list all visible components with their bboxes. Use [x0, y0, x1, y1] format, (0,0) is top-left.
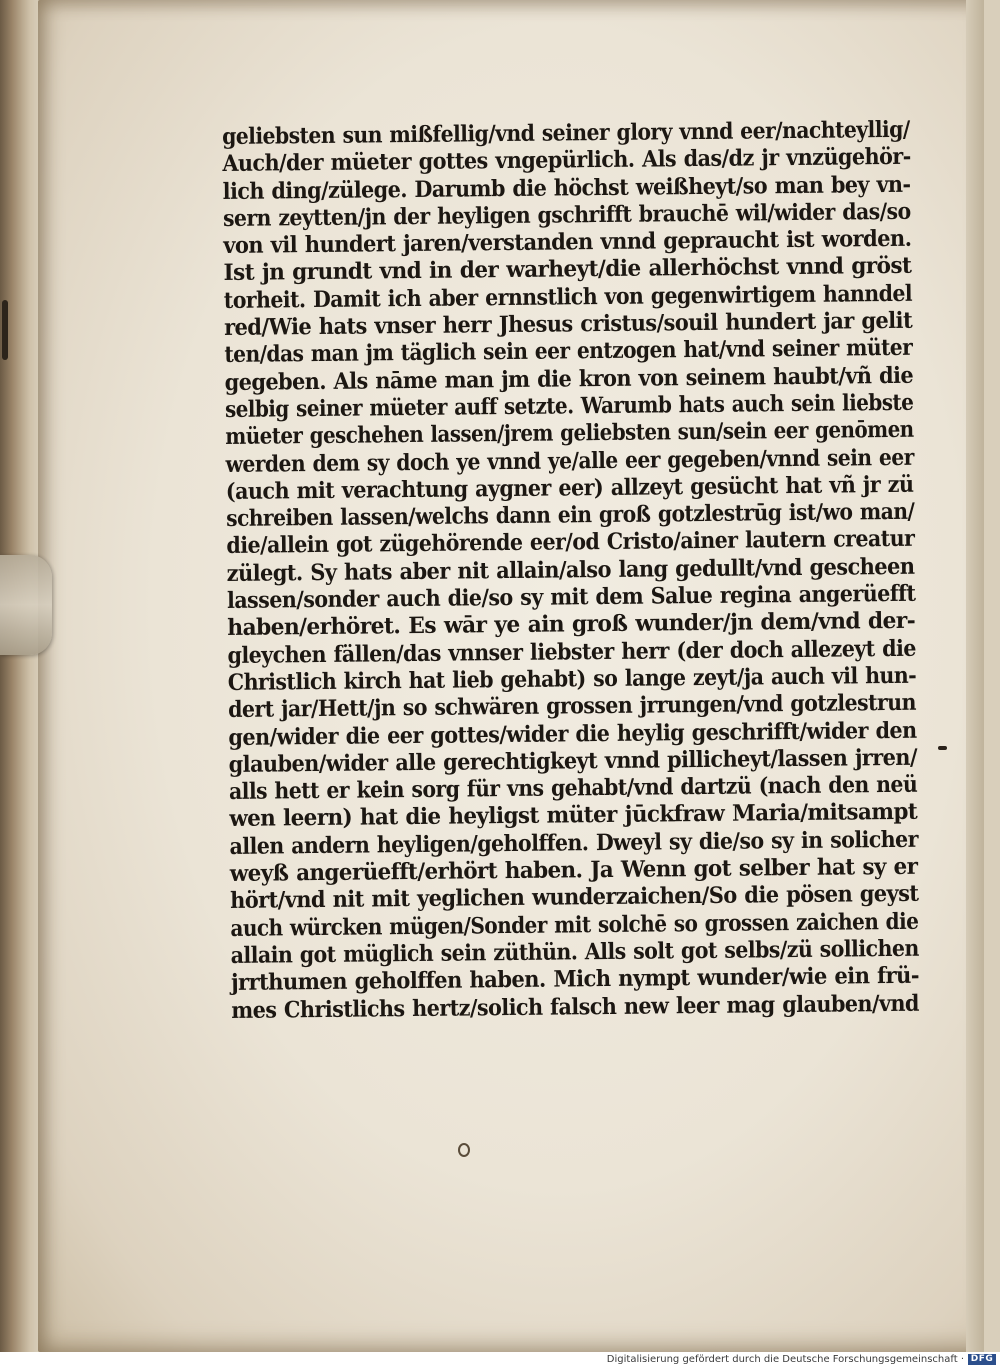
- text-line: Christlich kirch hat lieb gehabt) so lange zeyt/ja auch vil hun-: [227, 662, 917, 696]
- text-line: wen leern) hat die heyligst müter jūckfraw Maria/mitsampt: [229, 799, 918, 833]
- text-line: weyß angerüefft/erhört haben. Ja Wenn got selber hat sy er: [229, 853, 918, 887]
- book-clasp: [0, 555, 52, 655]
- text-line: von vil hundert jaren/verstanden vnnd gepraucht ist worden.: [223, 225, 912, 260]
- funding-credit: Digitalisierung gefördert durch die Deutsche Forschungsgemeinschaft ·: [606, 1354, 964, 1365]
- page-edge: [966, 0, 984, 1352]
- text-line: glauben/wider alle gerechtigkeyt vnnd pillicheyt/lassen jrren/: [228, 744, 918, 778]
- text-line: selbig seiner müeter auff setzte. Warumb hats auch sein liebste: [224, 389, 914, 423]
- text-line: dert jar/Hett/jn so schwären grossen jrrungen/vnd gotzlestrun: [228, 690, 917, 724]
- text-line: auch würcken mügen/Sonder mit solchē so grossen zaichen die: [230, 908, 919, 942]
- text-line: mes Christlichs hertz/solich falsch new leer mag glauben/vnd: [231, 990, 920, 1024]
- text-line: sern zeytten/jn der heyligen gschrifft brauchē wil/wider das/so: [222, 198, 911, 232]
- text-line: red/Wie hats vnser herr Jhesus cristus/souil hundert jar gelit: [224, 307, 913, 342]
- text-line: Ist jn grundt vnd in der warheyt/die allerhöchst vnnd gröst: [223, 253, 912, 287]
- text-line: lich ding/zülege. Darumb die höchst weißheyt/so man bey vn-: [222, 171, 911, 205]
- text-line: jrrthumen geholffen haben. Mich nympt wunder/wie ein frü-: [230, 962, 920, 997]
- text-line: die/allein got zügehörende eer/od Cristo/ainer lautern creatur: [226, 526, 915, 560]
- text-line: gen/wider die eer gottes/wider die heylig geschrifft/wider den: [228, 717, 917, 751]
- binding-mark: [2, 300, 8, 360]
- text-line: gegeben. Als nāme man jm die kron von seinem haubt/vñ die: [224, 362, 914, 396]
- text-line: werden dem sy doch ye vnnd ye/alle eer gegeben/vnnd sein eer: [225, 444, 914, 478]
- text-line: schreiben lassen/welchs dann ein groß gotzlestrūg ist/wo man/: [226, 498, 915, 533]
- blackletter-text-block: [222, 117, 921, 1025]
- text-line: alls hett er kein sorg für vns gehabt/vnd dartzü (nach den neü: [228, 771, 918, 806]
- text-line: gleychen fällen/das vnnser liebster herr (der doch allezeyt die: [227, 635, 917, 669]
- text-line: geliebsten sun mißfellig/vnd seiner glory vnnd eer/nachteyllig/: [222, 116, 910, 150]
- dfg-logo-icon: DFG: [968, 1354, 996, 1365]
- text-line: lassen/sonder auch die/so sy mit dem Salue regina angerüefft: [226, 580, 916, 615]
- text-line: torheit. Damit ich aber ernnstlich von gegenwirtigem hanndel: [223, 280, 913, 314]
- text-line: haben/erhöret. Es wār ye ain groß wunder/jn dem/vnd der-: [227, 608, 916, 642]
- margin-mark: [938, 746, 947, 750]
- text-line: zülegt. Sy hats aber nit allain/also lang gedullt/vnd gescheen: [226, 553, 915, 587]
- text-line: (auch mit verachtung aygner eer) allzeyt gesücht hat vñ jr zü: [225, 471, 914, 505]
- text-line: allen andern heyligen/geholffen. Dweyl sy die/so sy in solicher: [229, 826, 919, 860]
- paper-blemish: [458, 1143, 470, 1157]
- text-line: hört/vnd nit mit yeglichen wunderzaichen/So die pösen geyst: [230, 881, 919, 915]
- text-line: ten/das man jm täglich sein eer entzogen hat/vnd seiner müter: [224, 335, 913, 369]
- text-line: müeter geschehen lassen/jrem geliebsten sun/sein eer genōmen: [225, 417, 914, 451]
- text-line: allain got müglich sein züthün. Alls solt got selbs/zü sollichen: [230, 935, 919, 969]
- digitization-footer: [0, 1352, 1000, 1367]
- text-line: Auch/der müeter gottes vngepürlich. Als das/dz jr vnzügehör-: [222, 144, 911, 178]
